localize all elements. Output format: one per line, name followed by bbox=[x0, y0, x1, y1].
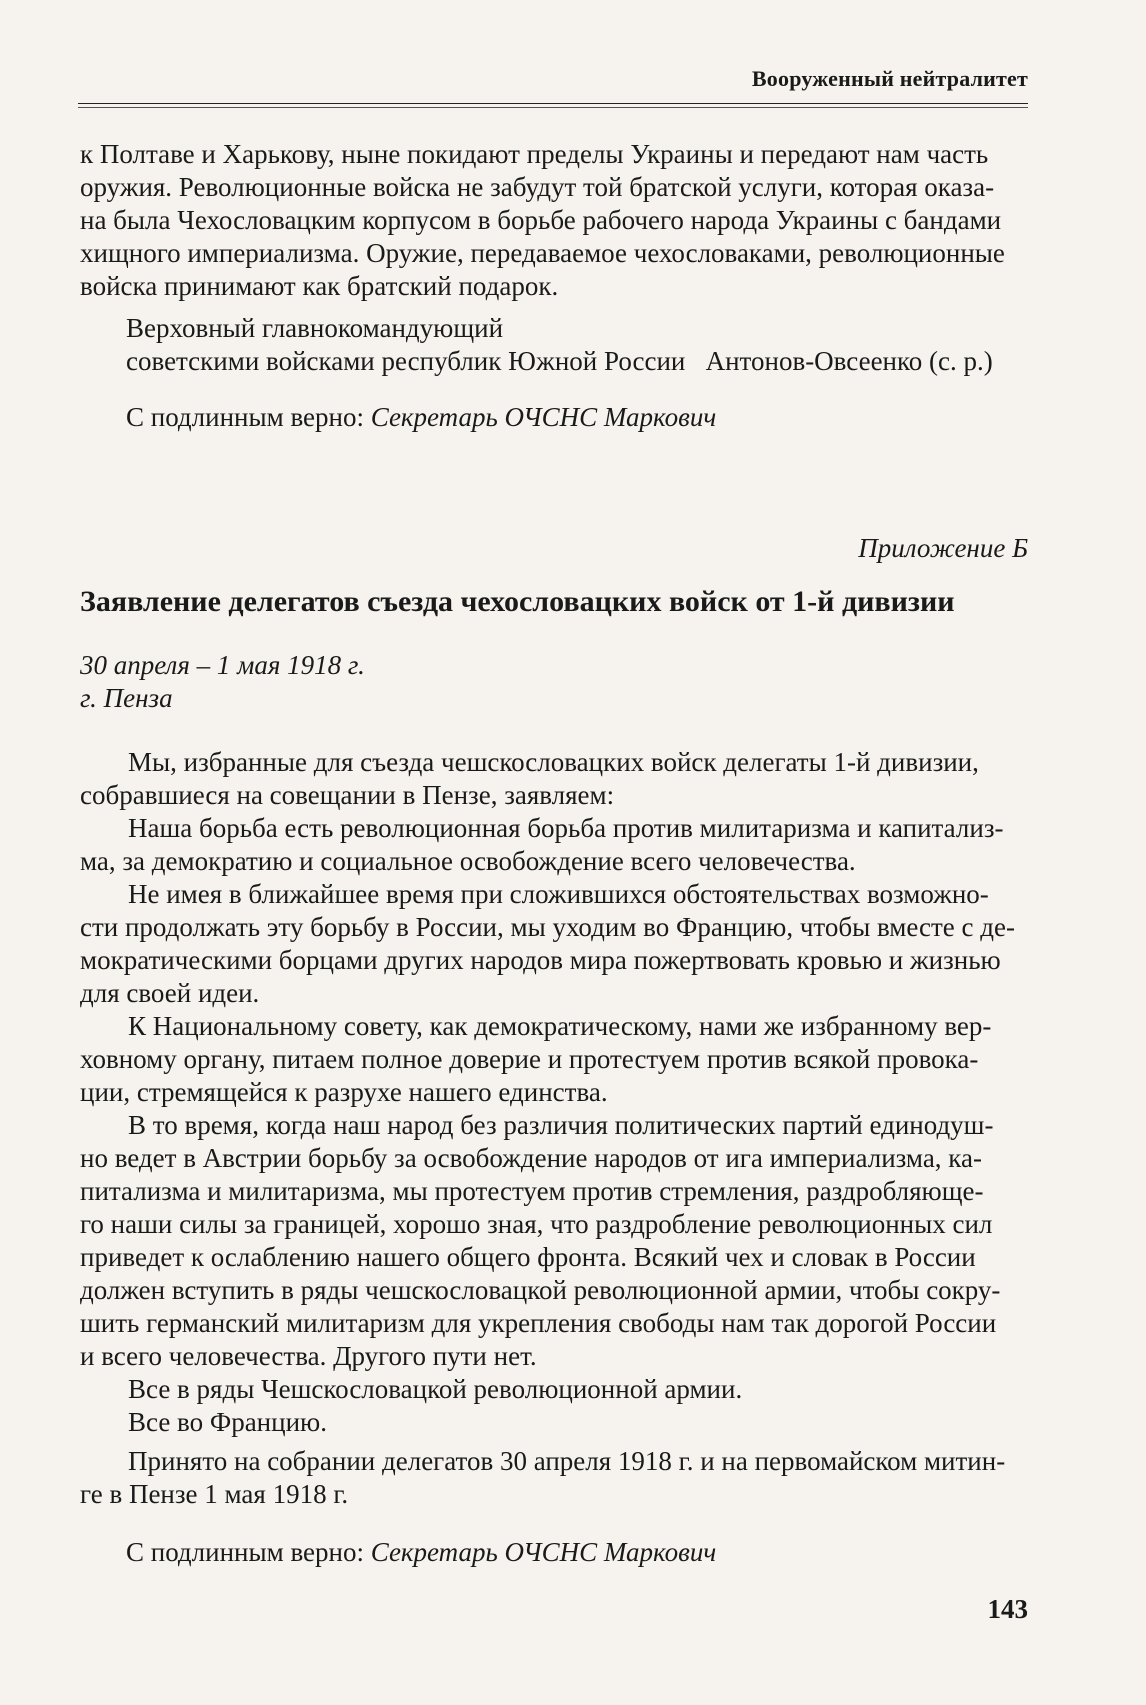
paragraph bbox=[80, 1010, 1028, 1109]
prev-document-paragraph bbox=[80, 138, 1028, 303]
text-line: приведет к ослаблению нашего общего фронта. Всякий чех и словак в России bbox=[80, 1242, 976, 1272]
text-line: Все во Францию. bbox=[128, 1407, 327, 1437]
text-line: ции, стремящейся к разрухе нашего единства. bbox=[80, 1077, 608, 1107]
paragraph bbox=[80, 1406, 1028, 1439]
text-line: шить германский милитаризм для укрепления свободы нам так дорогой России bbox=[80, 1308, 997, 1338]
text-line: Наша борьба есть революционная борьба против милитаризма и капитализ- bbox=[128, 813, 1004, 843]
certified-signer: Секретарь ОЧСНС Маркович bbox=[370, 402, 717, 432]
header-rule-secondary bbox=[78, 107, 1028, 108]
text-line: ге в Пензе 1 мая 1918 г. bbox=[80, 1479, 349, 1509]
prev-certification bbox=[126, 401, 716, 434]
page-number: 143 bbox=[987, 1594, 1028, 1624]
text-line: на была Чехословацким корпусом в борьбе рабочего народа Украины с бандами bbox=[80, 205, 1002, 235]
text-line: войска принимают как братский подарок. bbox=[80, 271, 559, 301]
paragraph bbox=[80, 878, 1028, 1010]
text-line: для своей идеи. bbox=[80, 978, 260, 1008]
certified-signer: Секретарь ОЧСНС Маркович bbox=[370, 1537, 717, 1567]
document-title: Заявление делегатов съезда чехословацких войск от 1-й дивизии bbox=[80, 585, 955, 618]
text-line: собравшиеся на совещании в Пензе, заявляем: bbox=[80, 780, 615, 810]
certified-prefix: С подлинным верно: bbox=[126, 402, 371, 432]
appendix-label: Приложение Б bbox=[858, 533, 1028, 563]
text-line: Не имея в ближайшее время при сложившихся обстоятельствах возможно- bbox=[128, 879, 989, 909]
certified-prefix: С подлинным верно: bbox=[126, 1537, 371, 1567]
text-line: сти продолжать эту борьбу в России, мы уходим во Францию, чтобы вместе с де- bbox=[80, 912, 1015, 942]
running-title: Вооруженный нейтралитет bbox=[751, 66, 1028, 91]
adoption-note bbox=[80, 1445, 1028, 1511]
signature-name-line: советскими войсками республик Южной России Антонов-Овсеенко (с. р.) bbox=[126, 346, 993, 376]
text-line: оружия. Революционные войска не забудут той братской услуги, которая оказа- bbox=[80, 172, 995, 202]
document-body bbox=[80, 746, 1028, 1439]
text-line: к Полтаве и Харькову, ныне покидают пределы Украины и передают нам часть bbox=[80, 139, 989, 169]
text-line: го наши силы за границей, хорошо зная, что раздробление революционных сил bbox=[80, 1209, 993, 1239]
text-line: ма, за демократию и социальное освобождение всего человечества. bbox=[80, 846, 856, 876]
text-line: ховному органу, питаем полное доверие и протестуем против всякой провока- bbox=[80, 1044, 979, 1074]
text-line: Все в ряды Чешскословацкой революционной армии. bbox=[128, 1374, 743, 1404]
prev-signature bbox=[126, 312, 993, 378]
paragraph bbox=[80, 746, 1028, 812]
text-line: К Национальному совету, как демократическому, нами же избранному вер- bbox=[128, 1011, 992, 1041]
paragraph bbox=[80, 1373, 1028, 1406]
text-line: хищного империализма. Оружие, передаваемое чехословаками, революционные bbox=[80, 238, 1005, 268]
text-line: мократическими борцами других народов мира пожертвовать кровью и жизнью bbox=[80, 945, 1001, 975]
header-rule bbox=[78, 103, 1028, 104]
text-line: но ведет в Австрии борьбу за освобождение народов от ига империализма, ка- bbox=[80, 1143, 982, 1173]
text-line: Принято на собрании делегатов 30 апреля 1918 г. и на первомайском митин- bbox=[128, 1446, 1006, 1476]
text-line: должен вступить в ряды чешскословацкой революционной армии, чтобы сокру- bbox=[80, 1275, 1001, 1305]
paragraph bbox=[80, 812, 1028, 878]
text-line: Мы, избранные для съезда чешскословацких войск делегаты 1-й дивизии, bbox=[128, 747, 979, 777]
paragraph bbox=[80, 1109, 1028, 1373]
text-line: питализма и милитаризма, мы протестуем против стремления, раздробляюще- bbox=[80, 1176, 984, 1206]
signature-title-line: Верховный главнокомандующий bbox=[126, 313, 504, 343]
document-certification bbox=[126, 1536, 716, 1569]
document-place: г. Пенза bbox=[80, 683, 173, 713]
document-date: 30 апреля – 1 мая 1918 г. bbox=[80, 650, 365, 680]
text-line: В то время, когда наш народ без различия политических партий единодуш- bbox=[128, 1110, 994, 1140]
text-line: и всего человечества. Другого пути нет. bbox=[80, 1341, 537, 1371]
document-dateline bbox=[80, 649, 365, 715]
